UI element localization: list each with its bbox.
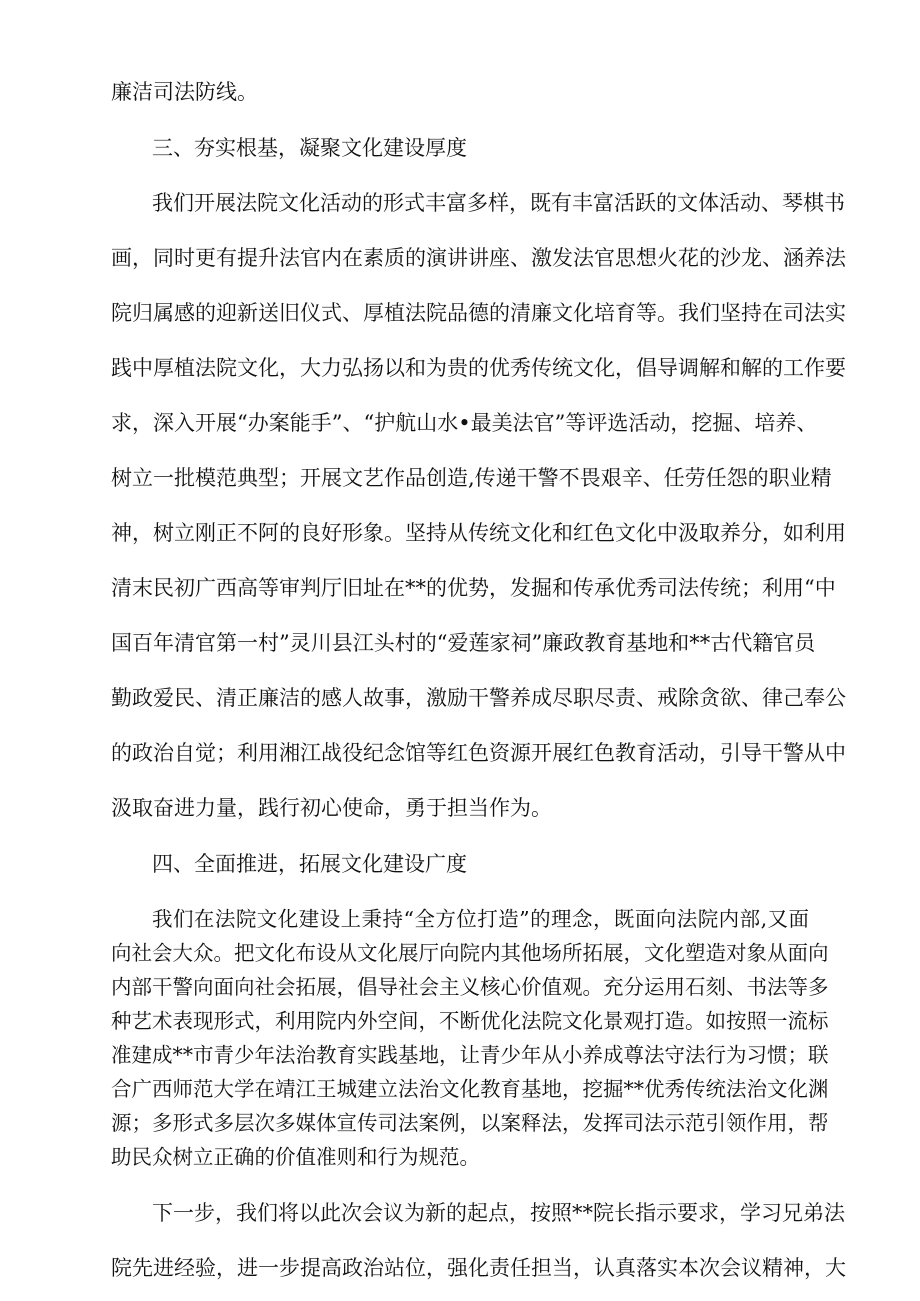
paragraph-line: 院归属感的迎新送旧仪式、厚植法院品德的清廉文化培育等。我们坚持在司法实	[111, 301, 846, 325]
paragraph-line: 神，树立刚正不阿的良好形象。坚持从传统文化和红色文化中汲取养分，如利用	[111, 521, 846, 545]
paragraph-line: 下一步，我们将以此次会议为新的起点，按照**院长指示要求，学习兄弟法	[152, 1201, 845, 1225]
paragraph-line: 勤政爱民、清正廉洁的感人故事，激励干警养成尽职尽责、戒除贪欲、律己奉公	[111, 686, 846, 710]
paragraph-line: 汲取奋进力量，践行初心使命，勇于担当作为。	[111, 796, 552, 820]
paragraph-line: 的政治自觉；利用湘江战役纪念馆等红色资源开展红色教育活动，引导干警从中	[111, 741, 846, 765]
paragraph-line: 准建成**市青少年法治教育实践基地，让青少年从小养成尊法守法行为习惯；联	[111, 1043, 829, 1067]
paragraph-line: 求，深入开展“办案能手”、“护航山水•最美法官”等评选活动，挖掘、培养、	[111, 411, 818, 435]
section-heading-3: 三、夯实根基，凝聚文化建设厚度	[152, 136, 467, 160]
paragraph-line: 助民众树立正确的价值准则和行为规范。	[111, 1145, 480, 1169]
paragraph-line: 清末民初广西高等审判厅旧址在**的优势，发掘和传承优秀司法传统；利用“中	[111, 576, 836, 600]
paragraph-line: 我们开展法院文化活动的形式丰富多样，既有丰富活跃的文体活动、琴棋书	[152, 191, 845, 215]
paragraph-line: 树立一批模范典型；开展文艺作品创造,传递干警不畏艰辛、任劳任怨的职业精	[111, 466, 832, 490]
section-heading-4: 四、全面推进，拓展文化建设广度	[152, 852, 467, 876]
paragraph-line: 国百年清官第一村”灵川县江头村的“爱莲家祠”廉政教育基地和**古代籍官员	[111, 631, 816, 655]
paragraph-line: 合广西师范大学在靖江王城建立法治文化教育基地，挖掘**优秀传统法治文化渊	[111, 1077, 829, 1101]
paragraph-line: 内部干警向面向社会拓展，倡导社会主义核心价值观。充分运用石刻、书法等多	[111, 975, 829, 999]
paragraph-tail: 廉洁司法防线。	[111, 80, 258, 104]
paragraph-line: 源；多形式多层次多媒体宣传司法案例，以案释法，发挥司法示范引领作用，帮	[111, 1111, 829, 1135]
paragraph-line: 向社会大众。把文化布设从文化展厅向院内其他场所拓展，文化塑造对象从面向	[111, 941, 829, 965]
paragraph-line: 院先进经验，进一步提高政治站位，强化责任担当，认真落实本次会议精神，大	[111, 1256, 846, 1280]
paragraph-line: 践中厚植法院文化，大力弘扬以和为贵的优秀传统文化，倡导调解和解的工作要	[111, 356, 846, 380]
paragraph-line: 种艺术表现形式，利用院内外空间，不断优化法院文化景观打造。如按照一流标	[111, 1009, 829, 1033]
paragraph-line: 画，同时更有提升法官内在素质的演讲讲座、激发法官思想火花的沙龙、涵养法	[111, 246, 846, 270]
paragraph-line: 我们在法院文化建设上秉持“全方位打造”的理念，既面向法院内部,又面	[152, 907, 809, 931]
